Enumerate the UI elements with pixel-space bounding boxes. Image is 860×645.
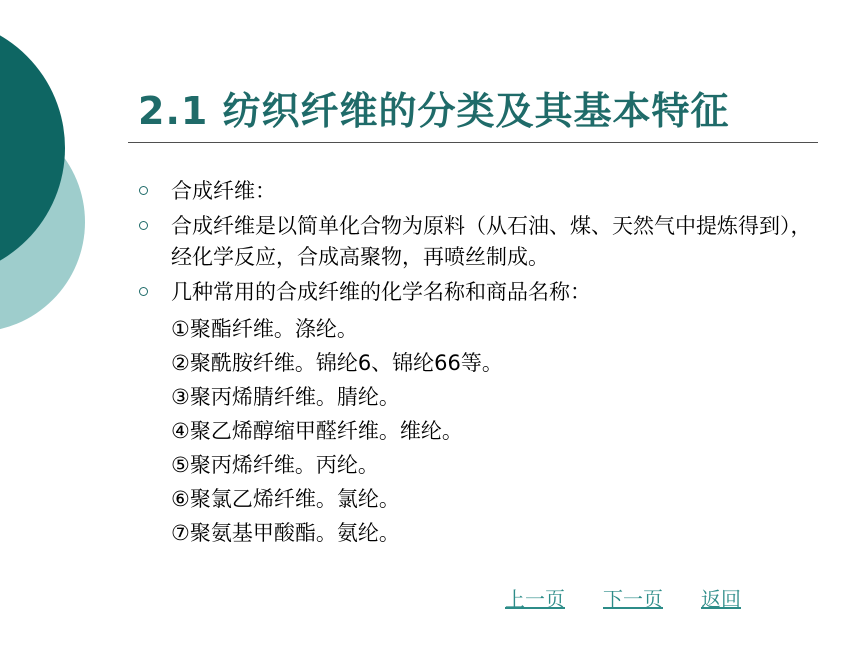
bullet-circle-icon [139, 287, 148, 296]
bullet-text: 合成纤维是以简单化合物为原料（从石油、煤、天然气中提炼得到），经化学反应，合成高聚物，再喷丝制成。 [171, 214, 812, 269]
slide-title: 2.1 纺织纤维的分类及其基本特征 [138, 89, 730, 133]
title-divider [128, 142, 818, 143]
fiber-item: ②聚酰胺纤维。锦纶6、锦纶66等。 [171, 351, 503, 375]
fiber-item: ①聚酯纤维。涤纶。 [171, 317, 358, 341]
fiber-item: ⑤聚丙烯纤维。丙纶。 [171, 453, 379, 477]
decorative-circles [0, 0, 140, 360]
bullet-circle-icon [139, 186, 148, 195]
slide-navigation [505, 583, 741, 612]
fiber-item: ③聚丙烯腈纤维。腈纶。 [171, 385, 400, 409]
fiber-item: ⑦聚氨基甲酸酯。氨纶。 [171, 521, 400, 545]
prev-page-link[interactable]: 上一页 [505, 587, 565, 611]
fiber-item: ⑥聚氯乙烯纤维。氯纶。 [171, 487, 400, 511]
back-link[interactable]: 返回 [701, 587, 741, 611]
bullet-text: 几种常用的合成纤维的化学名称和商品名称： [171, 280, 591, 304]
fiber-list [135, 312, 815, 550]
bullet-text: 合成纤维： [171, 179, 276, 203]
bullet-item [135, 211, 815, 273]
bullet-item [135, 277, 815, 308]
slide-content [135, 176, 815, 550]
bullet-circle-icon [139, 221, 148, 230]
next-page-link[interactable]: 下一页 [603, 587, 663, 611]
fiber-item: ④聚乙烯醇缩甲醛纤维。维纶。 [171, 419, 463, 443]
bullet-item [135, 176, 815, 207]
